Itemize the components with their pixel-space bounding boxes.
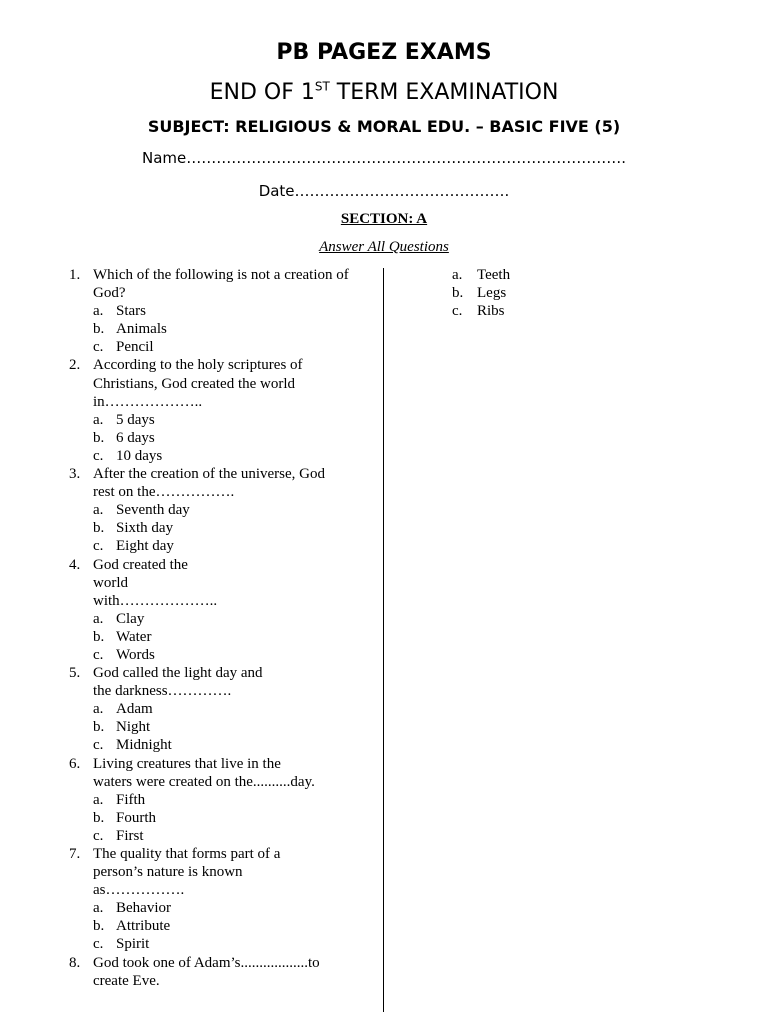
answer-option	[452, 302, 652, 320]
answer-option	[66, 646, 366, 664]
option-letter: c.	[93, 827, 104, 844]
option-letter: c.	[93, 538, 104, 555]
answer-option	[66, 917, 366, 935]
exam-title-superscript: ST	[314, 79, 330, 94]
question-text-line: rest on the…………….	[93, 484, 235, 501]
exam-board-title: PB PAGEZ EXAMS	[276, 40, 492, 65]
option-letter: b.	[93, 628, 105, 645]
option-text: 5 days	[116, 411, 155, 428]
question-text-line: God took one of Adam’s..................to	[93, 954, 320, 971]
question-number: 7.	[69, 846, 81, 862]
answer-option	[66, 628, 366, 646]
question-text-line: the darkness………….	[93, 683, 232, 700]
answer-option	[66, 700, 366, 718]
option-text: Teeth	[477, 267, 511, 283]
question-number: 5.	[69, 665, 81, 682]
question-text-line: in………………..	[93, 393, 203, 410]
option-letter: a.	[93, 610, 104, 627]
option-text: 6 days	[116, 429, 155, 446]
option-letter: c.	[93, 737, 104, 754]
option-letter: b.	[93, 520, 105, 537]
answer-option	[66, 429, 366, 447]
option-letter: c.	[93, 447, 104, 464]
answer-option	[66, 809, 366, 827]
question-item	[66, 845, 366, 954]
option-text: Sixth day	[116, 520, 174, 537]
question-stem	[66, 954, 366, 990]
exam-title	[0, 80, 768, 105]
option-letter: b.	[93, 719, 105, 736]
question-text-line: God created the	[93, 556, 188, 573]
questions-column-right	[452, 266, 652, 320]
option-letter: b.	[93, 429, 105, 446]
question-text-line: with………………..	[93, 592, 218, 609]
question-item	[66, 954, 366, 990]
option-letter: b.	[93, 321, 105, 338]
question-stem	[66, 664, 366, 700]
question-text-line: God?	[93, 285, 126, 302]
option-letter: a.	[93, 900, 104, 917]
question-text-line: as…………….	[93, 882, 185, 899]
question-text-line: After the creation of the universe, God	[93, 466, 325, 483]
option-letter: a.	[93, 701, 104, 718]
option-text: Stars	[116, 303, 146, 320]
option-text: Words	[116, 646, 155, 663]
question-number: 8.	[69, 954, 81, 971]
question-text-line: waters were created on the..........day.	[93, 773, 315, 790]
answer-option	[66, 899, 366, 917]
answer-option	[66, 501, 366, 519]
option-letter: a.	[93, 791, 104, 808]
question-item	[66, 556, 366, 665]
answer-option	[66, 935, 366, 953]
option-letter: c.	[93, 936, 104, 953]
option-letter: b.	[452, 285, 464, 302]
option-text: Spirit	[116, 936, 150, 953]
option-text: Behavior	[116, 900, 171, 917]
question-number: 1.	[69, 267, 81, 283]
answer-option	[66, 610, 366, 628]
option-text: Pencil	[116, 339, 154, 356]
option-text: Ribs	[477, 303, 505, 320]
option-text: Adam	[116, 701, 153, 718]
option-letter: a.	[93, 303, 104, 320]
option-text: Seventh day	[116, 502, 190, 519]
question-item	[66, 755, 366, 845]
option-letter: c.	[93, 339, 104, 356]
question-number: 3.	[69, 466, 81, 483]
question-text-line: The quality that forms part of a	[93, 846, 281, 862]
question-item	[66, 465, 366, 555]
question-number: 6.	[69, 755, 81, 772]
question-stem	[66, 556, 366, 610]
option-text: Water	[116, 628, 152, 645]
column-divider	[383, 268, 384, 1012]
question-item	[66, 664, 366, 754]
option-text: Animals	[116, 321, 167, 338]
question-stem	[66, 266, 366, 302]
answer-option	[66, 827, 366, 845]
exam-title-pre: END OF 1	[209, 80, 315, 105]
option-text: Fourth	[116, 809, 157, 826]
option-text: Legs	[477, 285, 507, 302]
question-stem	[66, 845, 366, 899]
question-item	[66, 266, 366, 356]
question-text-line: According to the holy scriptures of	[93, 357, 303, 374]
option-text: First	[116, 827, 144, 844]
option-text: Clay	[116, 610, 145, 627]
answer-option	[452, 284, 652, 302]
answer-option	[66, 537, 366, 555]
option-letter: c.	[93, 646, 104, 663]
date-field: Date…………………………………….	[258, 182, 510, 200]
questions-column-left	[66, 266, 366, 990]
answer-option	[66, 320, 366, 338]
exam-title-post: TERM EXAMINATION	[329, 80, 559, 105]
question-stem	[66, 465, 366, 501]
question-text-line: create Eve.	[93, 972, 160, 989]
instruction-text: Answer All Questions	[319, 239, 449, 255]
section-heading: SECTION: A	[340, 211, 428, 227]
option-text: 10 days	[116, 447, 163, 464]
name-field: Name…………………………………………………………………………….	[141, 149, 627, 167]
option-text: Fifth	[116, 791, 146, 808]
question-text-line: Christians, God created the world	[93, 375, 296, 392]
option-text: Midnight	[116, 737, 172, 754]
answer-option	[66, 411, 366, 429]
answer-option	[66, 338, 366, 356]
question-text-line: world	[93, 574, 128, 591]
option-letter: a.	[93, 502, 104, 519]
question-number: 4.	[69, 556, 81, 573]
answer-option	[66, 519, 366, 537]
question-item	[66, 356, 366, 465]
question-text-line: person’s nature is known	[93, 864, 243, 881]
option-text: Night	[116, 719, 151, 736]
question-text-line: Which of the following is not a creation of	[93, 267, 349, 283]
answer-option	[66, 718, 366, 736]
answer-option	[66, 447, 366, 465]
question-text-line: God called the light day and	[93, 665, 263, 682]
question-stem	[66, 356, 366, 410]
question-stem	[66, 755, 366, 791]
question-text-line: Living creatures that live in the	[93, 755, 281, 772]
answer-option	[66, 302, 366, 320]
option-letter: a.	[93, 411, 104, 428]
answer-option	[66, 736, 366, 754]
question-number: 2.	[69, 357, 81, 374]
option-letter: b.	[93, 809, 105, 826]
option-letter: a.	[452, 267, 463, 283]
answer-option	[66, 791, 366, 809]
subject-line: SUBJECT: RELIGIOUS & MORAL EDU. – BASIC FIVE (5)	[147, 117, 621, 136]
option-letter: c.	[452, 303, 463, 320]
option-text: Attribute	[116, 918, 171, 935]
option-text: Eight day	[116, 538, 174, 555]
answer-option	[452, 266, 652, 284]
option-letter: b.	[93, 918, 105, 935]
